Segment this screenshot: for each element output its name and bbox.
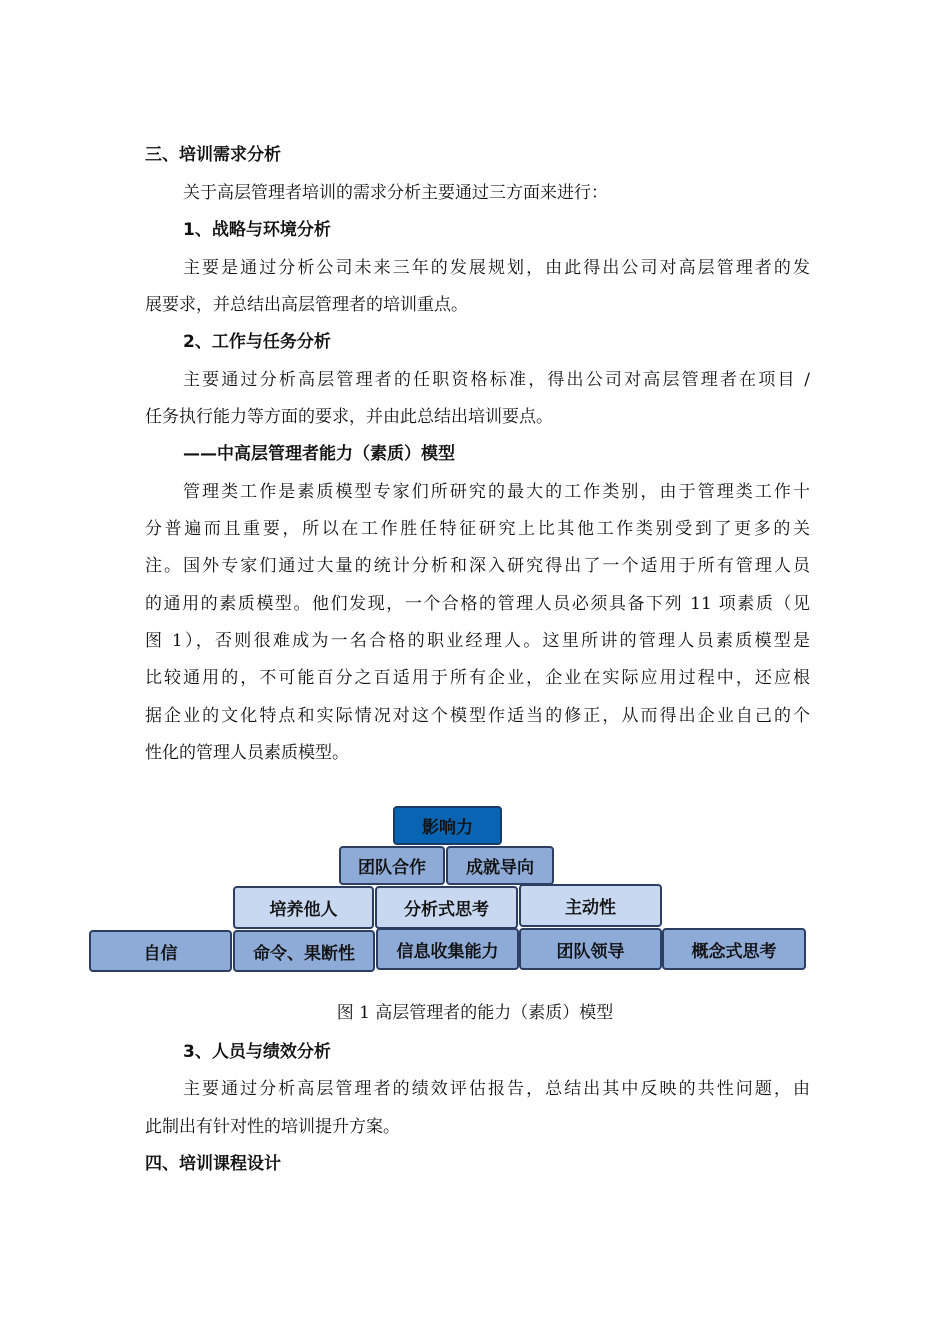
pyramid-box-conceptual-thinking: 概念式思考 xyxy=(662,928,806,970)
heading-training-needs: 三、培训需求分析 xyxy=(145,145,281,165)
model-title: ——中高层管理者能力（素质）模型 xyxy=(183,444,455,464)
pyramid-box-directiveness: 命令、果断性 xyxy=(233,930,375,972)
model-line: 比较通用的，不可能百分之百适用于所有企业，企业在实际应用过程中，还应根 xyxy=(145,668,810,688)
model-line: 据企业的文化特点和实际情况对这个模型作适当的修正，从而得出企业自己的个 xyxy=(145,706,810,726)
pyramid-box-self-confidence: 自信 xyxy=(89,930,232,972)
model-line: 性化的管理人员素质模型。 xyxy=(145,743,349,763)
section-1-title: 1、战略与环境分析 xyxy=(183,220,331,240)
pyramid-box-influence: 影响力 xyxy=(393,806,502,845)
section-2-line: 任务执行能力等方面的要求，并由此总结出培训要点。 xyxy=(145,407,553,427)
section-3-title: 3、人员与绩效分析 xyxy=(183,1042,331,1062)
section-3-line: 此制出有针对性的培训提升方案。 xyxy=(145,1117,400,1137)
section-2-title: 2、工作与任务分析 xyxy=(183,332,331,352)
section-3-line: 主要通过分析高层管理者的绩效评估报告，总结出其中反映的共性问题，由 xyxy=(183,1079,810,1099)
pyramid-box-information-seeking: 信息收集能力 xyxy=(376,928,519,970)
pyramid-box-achievement: 成就导向 xyxy=(446,846,554,885)
pyramid-box-initiative: 主动性 xyxy=(519,884,662,927)
pyramid-box-team-leadership: 团队领导 xyxy=(519,928,662,970)
section-2-line: 主要通过分析高层管理者的任职资格标准，得出公司对高层管理者在项目 / xyxy=(183,370,810,390)
pyramid-box-develop-others: 培养他人 xyxy=(233,886,374,929)
model-line: 图 1），否则很难成为一名合格的职业经理人。这里所讲的管理人员素质模型是 xyxy=(145,631,810,651)
section-1-line: 主要是通过分析公司未来三年的发展规划，由此得出公司对高层管理者的发 xyxy=(183,258,810,278)
model-line: 的通用的素质模型。他们发现，一个合格的管理人员必须具备下列 11 项素质（见 xyxy=(145,594,810,614)
model-line: 注。国外专家们通过大量的统计分析和深入研究得出了一个适用于所有管理人员 xyxy=(145,556,810,576)
model-line: 分普遍而且重要，所以在工作胜任特征研究上比其他工作类别受到了更多的关 xyxy=(145,519,810,539)
pyramid-box-analytical-thinking: 分析式思考 xyxy=(375,886,518,929)
section-1-line: 展要求，并总结出高层管理者的培训重点。 xyxy=(145,295,468,315)
model-line: 管理类工作是素质模型专家们所研究的最大的工作类别，由于管理类工作十 xyxy=(183,482,810,502)
figure-caption: 图 1 高层管理者的能力（素质）模型 xyxy=(336,1003,614,1023)
pyramid-box-teamwork: 团队合作 xyxy=(339,846,445,885)
heading-course-design: 四、培训课程设计 xyxy=(145,1154,281,1174)
intro-paragraph: 关于高层管理者培训的需求分析主要通过三方面来进行： xyxy=(183,183,608,203)
